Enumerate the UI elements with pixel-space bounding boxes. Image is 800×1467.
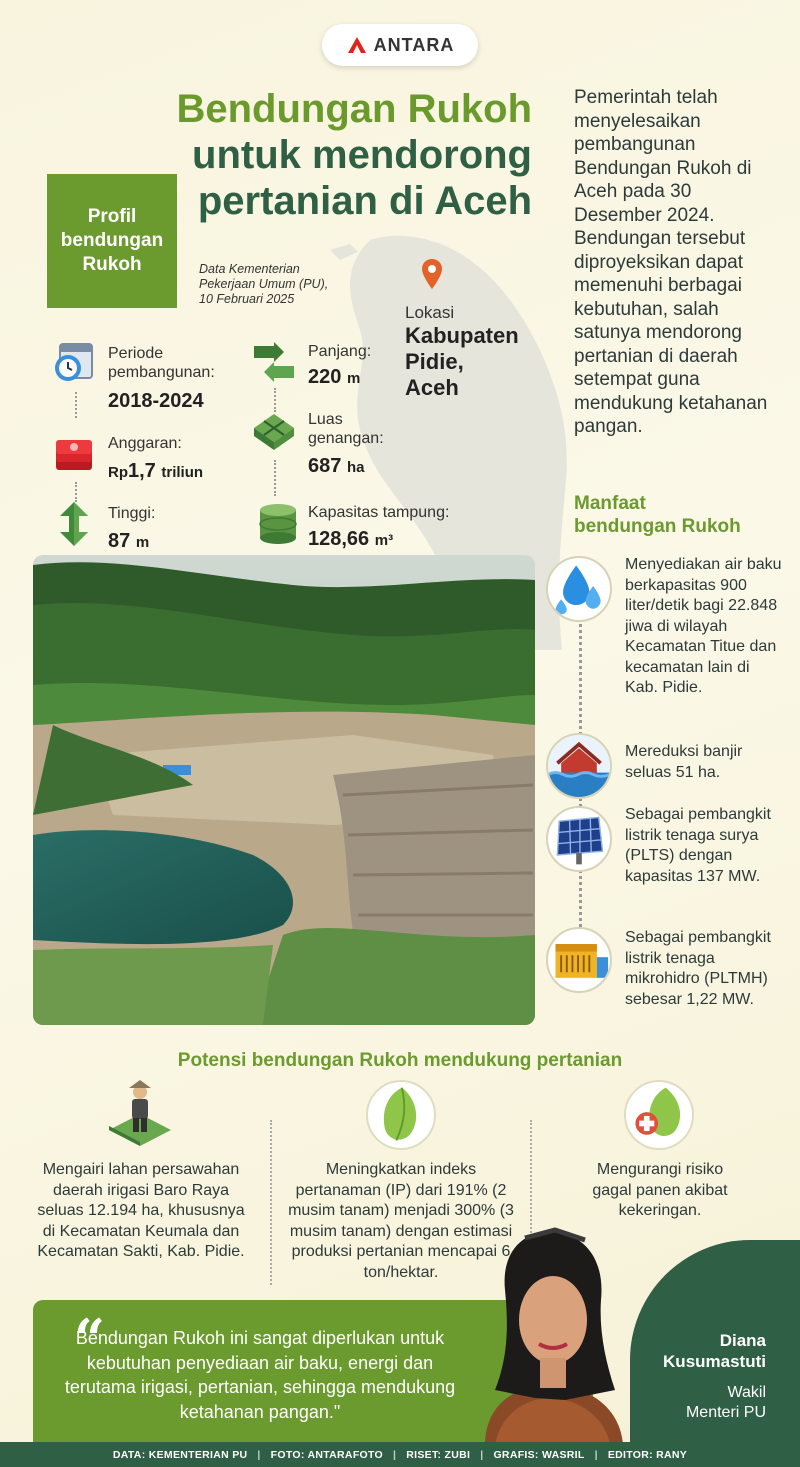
luas-unit: ha [346,459,365,476]
credit-editor: EDITOR: RANY [607,1448,688,1461]
benefits-title-2: bendungan Rukoh [574,516,741,537]
benefits-title-1: Manfaat [574,493,646,514]
location-line-1: Kabupaten [405,323,519,348]
quote-mark: “ [74,1307,106,1371]
luas-value [308,455,364,478]
source-line-2: Pekerjaan Umum (PU), [199,277,329,291]
area-grid-icon [250,410,298,458]
connector-line [75,392,77,418]
benefits-title [574,492,741,538]
location-line-2: Pidie, [405,349,464,374]
kapasitas-label: Kapasitas tampung: [308,504,450,521]
potensi-title: Potensi bendungan Rukoh mendukung pertanian [177,1050,623,1071]
speaker-name [663,1330,766,1372]
hydro-turbine-icon [546,927,612,993]
tinggi-number: 87 [108,530,131,552]
calendar-clock-icon [50,338,98,386]
potensi-item-3: Mengurangi risiko gagal panen akibat kekeringan. [592,1161,728,1219]
location-block [405,303,519,401]
kapasitas-unit: m³ [374,532,394,549]
credit-data: DATA: KEMENTERIAN PU [112,1448,248,1461]
location-line-3: Aceh [405,375,459,400]
anggaran-unit: triliun [161,464,204,481]
page-title [176,86,532,224]
potensi-item-1: Mengairi lahan persawahan daerah irigasi Baro Raya seluas 12.194 ha, khususnya di Kecamatan Keumala dan Kecamatan Sakti, Kab. Pidie. [37,1161,245,1260]
data-source-note [199,262,369,307]
profile-line-3: Rukoh [82,254,142,275]
profile-line-1: Profil [87,206,137,227]
location-pin-icon [421,258,443,290]
title-line-1: Bendungan Rukoh [176,87,532,131]
solar-panel-icon [546,806,612,872]
periode-label-1: Periode [108,345,164,362]
credit-photo: FOTO: ANTARAFOTO [270,1448,383,1461]
credit-separator: | [480,1448,484,1461]
benefit-item-3: Sebagai pembangkit listrik tenaga surya (PLTS) dengan kapasitas 137 MW. [625,806,771,885]
luas-number: 687 [308,455,342,477]
money-stack-icon [50,432,98,480]
height-arrows-icon [50,500,98,548]
benefit-item-4: Sebagai pembangkit listrik tenaga mikrohidro (PLTMH) sebesar 1,22 MW. [625,929,771,1008]
tinggi-label: Tinggi: [108,505,156,522]
logo-text: ANTARA [373,34,455,55]
antara-logo-mark-icon [346,35,368,55]
source-line-1: Data Kementerian [199,262,300,276]
intro-paragraph: Pemerintah telah menyelesaikan pembangunan Bendungan Rukoh di Aceh pada 30 Desember 2024. Bendungan tersebut diproyeksikan dapat memenuhi berbagai kebutuhan, salah satunya mendorong pertanian di daerah setempat guna mendukung ketahanan pangan. [574,87,768,437]
kapasitas-number: 128,66 [308,528,370,550]
speaker-name-2: Kusumastuti [663,1352,766,1371]
periode-value: 2018-2024 [108,390,204,412]
panjang-value [308,366,360,389]
periode-label [108,344,215,382]
panjang-unit: m [346,370,361,387]
benefit-item-1: Menyediakan air baku berkapasitas 900 liter/detik bagi 22.848 jiwa di wilayah Kecamatan Titue dan kecamatan lain di Kab. Pidie. [625,556,782,696]
credits-footer [0,1442,800,1467]
connector-line [75,482,77,502]
anggaran-label: Anggaran: [108,435,182,452]
luas-label-1: Luas [308,411,343,428]
speaker-name-1: Diana [719,1331,766,1350]
speaker-role-1: Wakil [727,1384,766,1401]
water-drops-icon [546,556,612,622]
profile-line-2: bendungan [60,230,164,251]
credit-graphics: GRAFIS: WASRIL [493,1448,585,1461]
credit-research: RISET: ZUBI [406,1448,471,1461]
connector-line [274,460,276,496]
credit-separator: | [594,1448,598,1461]
length-arrows-icon [250,338,298,386]
anggaran-value [108,460,203,483]
potensi-item-2: Meningkatkan indeks pertanaman (IP) dari 191% (2 musim tanam) menjadi 300% (3 musim tanam) dengan estimasi produksi pertanian mencapai 6 ton/hektar. [288,1161,514,1281]
benefit-item-2: Mereduksi banjir seluas 51 ha. [625,743,743,781]
credit-separator: | [257,1448,261,1461]
quote-text: Bendungan Rukoh ini sangat diperlukan untuk kebutuhan penyediaan air baku, energi dan terutama irigasi, pertanian, sehingga mendukung ketahanan pangan." [64,1328,456,1422]
speaker-role [686,1383,766,1423]
dam-aerial-photo [33,555,535,1025]
connector-line [274,388,276,412]
location-label: Lokasi [405,303,455,322]
leaf-icon [366,1080,436,1150]
panjang-label: Panjang: [308,343,372,360]
speaker-role-2: Menteri PU [685,1404,766,1421]
capacity-cylinder-icon [254,500,302,548]
luas-label [308,410,384,448]
tinggi-unit: m [135,534,150,551]
leaf-medical-icon [624,1080,694,1150]
tinggi-value [108,530,149,553]
title-line-2: untuk mendorong [192,133,532,177]
flooded-house-icon [546,733,612,799]
panjang-number: 220 [308,366,342,388]
kapasitas-value [308,528,393,551]
periode-label-2: pembangunan: [108,364,215,381]
source-line-3: 10 Februari 2025 [199,292,295,306]
potensi-separator [270,1120,272,1285]
anggaran-number: 1,7 [128,460,156,482]
farmer-field-icon [105,1078,175,1148]
title-line-3: pertanian di Aceh [197,179,532,223]
anggaran-prefix: Rp [108,464,128,481]
speaker-portrait [455,1220,645,1445]
credit-separator: | [393,1448,397,1461]
profile-badge [47,174,177,308]
antara-logo [322,24,478,66]
luas-label-2: genangan: [308,430,384,447]
